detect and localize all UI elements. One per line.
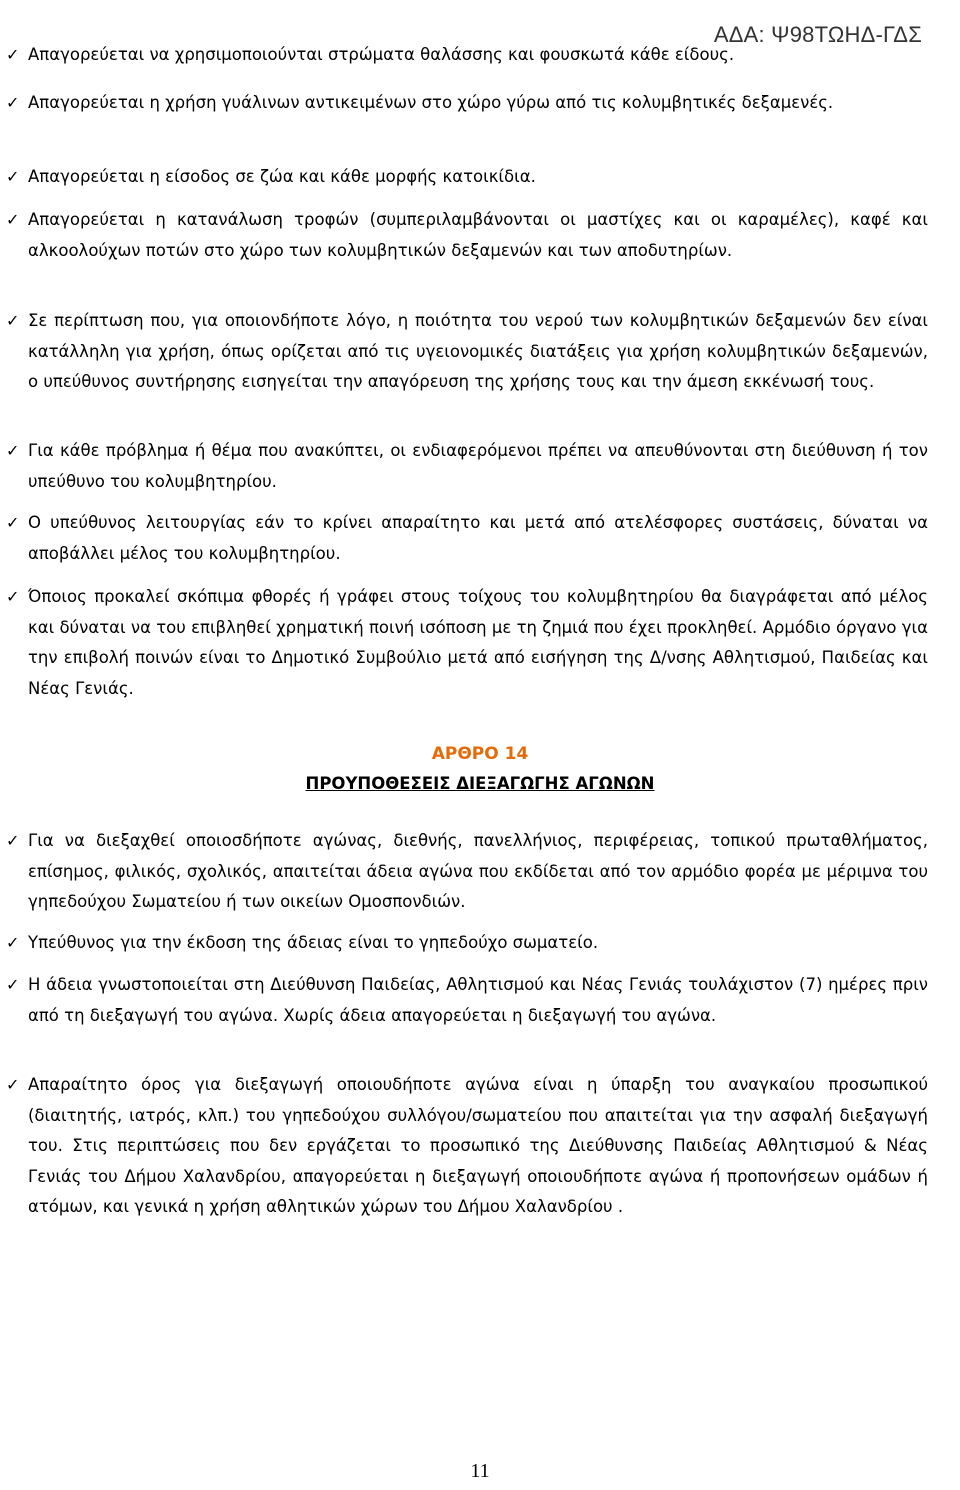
checkmark-icon: ✓ xyxy=(6,831,20,850)
list-item-text: Η άδεια γνωστοποιείται στη Διεύθυνση Παιδείας, Αθλητισμού και Νέας Γενιάς τουλάχιστον (7) ημέρες πριν από τη διεξαγωγή του αγώνα. Χωρίς άδεια απαγορεύεται η διεξαγωγή του αγώνα. xyxy=(28,975,928,1025)
article-number: ΑΡΘΡΟ 14 xyxy=(431,744,529,764)
article-title-prefix: ΠΡΟΥΠΟΘΕΣΕΙΣ xyxy=(305,774,457,793)
checkmark-icon: ✓ xyxy=(6,587,20,606)
list-item-text: Ο υπεύθυνος λειτουργίας εάν το κρίνει απαραίτητο και μετά από ατελέσφορες συστάσεις, δύναται να αποβάλλει μέλος του κολυμβητηρίου. xyxy=(28,513,928,563)
page-number: 11 xyxy=(470,1460,490,1482)
list-item xyxy=(6,928,928,959)
list-item xyxy=(6,205,928,266)
list-item-text: Απαγορεύεται η κατανάλωση τροφών (συμπεριλαμβάνονται οι μαστίχες και οι καραμέλες), καφέ και αλκοολούχων ποτών στο χώρο των κολυμβητικών δεξαμενών και των αποδυτηρίων. xyxy=(28,210,928,260)
list-item-text: Για να διεξαχθεί οποιοσδήποτε αγώνας, διεθνής, πανελλήνιος, περιφέρειας, τοπικού πρωταθλήματος, επίσημος, φιλικός, σχολικός, απαιτείται άδεια αγώνα που εκδίδεται από τον αρμόδιο φορέα με μέριμνα του γηπεδούχου Σωματείου ή των οικείων Ομοσπονδιών. xyxy=(28,831,928,911)
ada-document-code: ΑΔΑ: Ψ98ΤΩΗΔ-ΓΔΣ xyxy=(713,22,922,47)
list-item-text: Σε περίπτωση που, για οποιονδήποτε λόγο, η ποιότητα του νερού των κολυμβητικών δεξαμενών δεν είναι κατάλληλη για χρήση, όπως ορίζεται από τις υγειονομικές διατάξεις για χρήση κολυμβητικών δεξαμενών, ο υπεύθυνος συντήρησης εισηγείται την απαγόρευση της χρήσης τους και την άμεση εκκένωσή τους. xyxy=(28,311,928,391)
list-item-text: Απαγορεύεται να χρησιμοποιούνται στρώματα θαλάσσης και φουσκωτά κάθε είδους. xyxy=(28,45,735,64)
article-title xyxy=(0,774,960,793)
list-item-text: Υπεύθυνος για την έκδοση της άδειας είναι το γηπεδούχο σωματείο. xyxy=(28,933,599,952)
checkmark-icon: ✓ xyxy=(6,975,20,994)
checkmark-icon: ✓ xyxy=(6,441,20,460)
checkmark-icon: ✓ xyxy=(6,311,20,330)
list-item-text: Για κάθε πρόβλημα ή θέμα που ανακύπτει, οι ενδιαφερόμενοι πρέπει να απευθύνονται στη διεύθυνση ή τον υπεύθυνο του κολυμβητηρίου. xyxy=(28,441,928,491)
list-item-text: Απαγορεύεται η είσοδος σε ζώα και κάθε μορφής κατοικίδια. xyxy=(28,167,536,186)
checkmark-icon: ✓ xyxy=(6,210,20,229)
list-item xyxy=(6,970,928,1031)
list-item xyxy=(6,162,928,193)
list-item xyxy=(6,306,928,398)
checkmark-icon: ✓ xyxy=(6,933,20,952)
list-item xyxy=(6,88,928,119)
checkmark-icon: ✓ xyxy=(6,167,20,186)
list-item-text: Απαγορεύεται η χρήση γυάλινων αντικειμένων στο χώρο γύρω από τις κολυμβητικές δεξαμενές. xyxy=(28,93,834,112)
checkmark-icon: ✓ xyxy=(6,513,20,532)
list-item xyxy=(6,508,928,569)
checkmark-icon: ✓ xyxy=(6,1075,20,1094)
list-item xyxy=(6,826,928,918)
list-item-text: Απαραίτητο όρος για διεξαγωγή οποιουδήποτε αγώνα είναι η ύπαρξη του αναγκαίου προσωπικού (διαιτητής, ιατρός, κλπ.) του γηπεδούχου συλλόγου/σωματείου που απαιτείται για την ασφαλή διεξαγωγή του. Στις περιπτώσεις που δεν εργάζεται το προσωπικό της Διεύθυνσης Παιδείας Αθλητισμού & Νέας Γενιάς του Δήμου Χαλανδρίου, απαγορεύεται η διεξαγωγή οποιουδήποτε αγώνα ή προπονήσεων ομάδων ή ατόμων, και γενικά η χρήση αθλητικών χώρων του Δήμου Χαλανδρίου . xyxy=(28,1075,928,1216)
list-item xyxy=(6,1070,928,1223)
list-item xyxy=(6,582,928,704)
checkmark-icon: ✓ xyxy=(6,93,20,112)
checkmark-icon: ✓ xyxy=(6,45,20,64)
list-item xyxy=(6,40,928,71)
article-title-underlined: ΔΙΕΞΑΓΩΓΗΣ ΑΓΩΝΩΝ xyxy=(456,774,655,793)
list-item-text: Όποιος προκαλεί σκόπιμα φθορές ή γράφει στους τοίχους του κολυμβητηρίου θα διαγράφεται από μέλος και δύναται να του επιβληθεί χρηματική ποινή ισόποση με τη ζημιά που έχει προκληθεί. Αρμόδιο όργανο για την επιβολή ποινών είναι το Δημοτικό Συμβούλιο μετά από εισήγηση της Δ/νσης Αθλητισμού, Παιδείας και Νέας Γενιάς. xyxy=(28,587,928,698)
list-item xyxy=(6,436,928,497)
